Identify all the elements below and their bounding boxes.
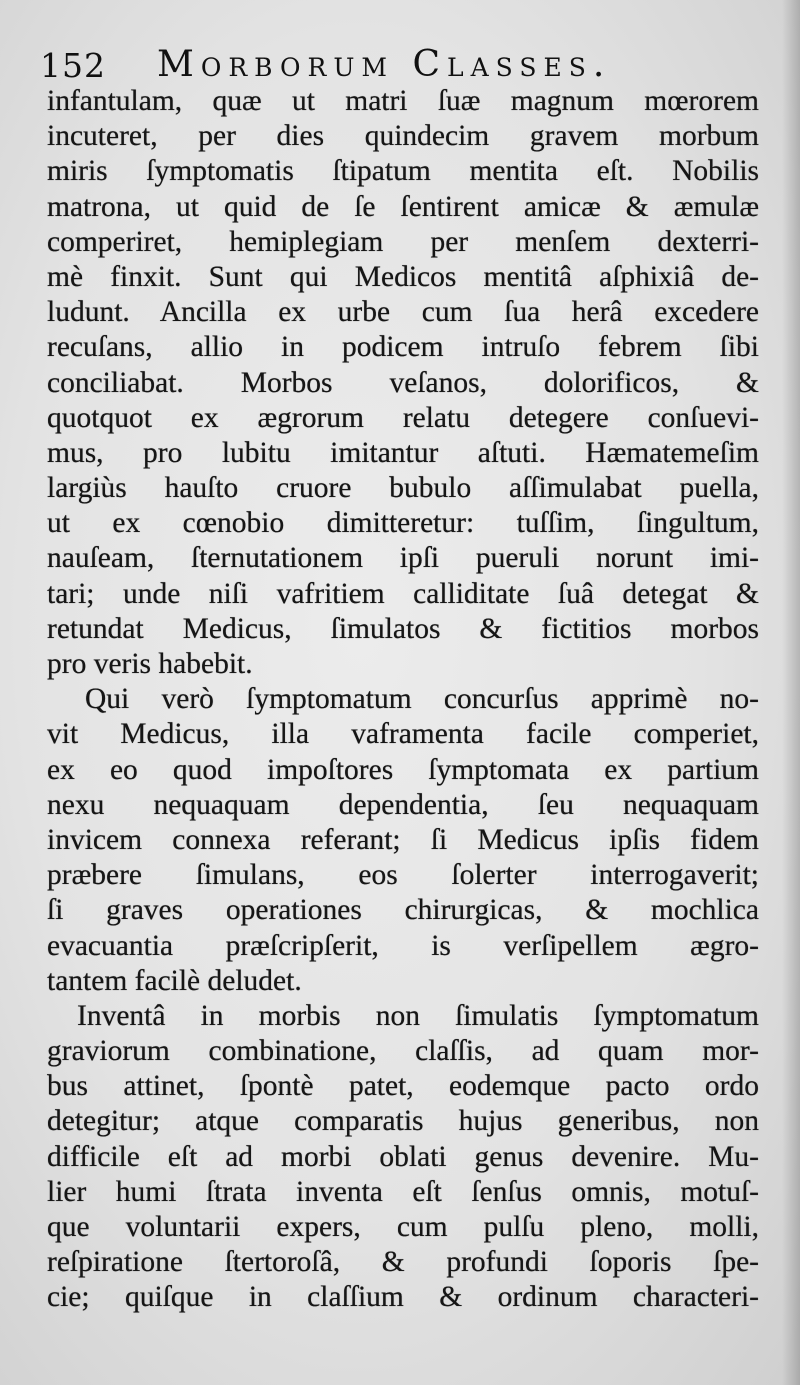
text-line: tantem facilè deludet. <box>47 964 302 997</box>
text-line: largiùs hauſto cruore bubulo aſſimulabat puella, <box>47 472 759 505</box>
text-line: conciliabat. Morbos veſanos, dolorificos, & <box>47 366 759 399</box>
paragraph-3 <box>47 999 759 1316</box>
text-line: Qui verò ſymptomatum concurſus apprimè no- <box>85 683 759 716</box>
text-line: lier humi ſtrata inventa eſt ſenſus omnis, motuſ- <box>47 1175 759 1208</box>
body-text <box>47 84 759 1316</box>
text-line: ex eo quod impoſtores ſymptomata ex partium <box>47 753 759 786</box>
text-line: ut ex cœnobio dimitteretur: tuſſim, ſingultum, <box>47 507 759 540</box>
running-title: Morborum Classes. <box>157 44 612 85</box>
text-line: matrona, ut quid de ſe ſentirent amicæ & æmulæ <box>47 190 759 223</box>
text-line: retundat Medicus, ſimulatos & fictitios morbos <box>47 612 759 645</box>
text-line: vit Medicus, illa vaframenta facile comperiet, <box>47 718 759 751</box>
text-line: quotquot ex ægrorum relatu detegere conſuevi- <box>47 401 759 434</box>
text-line: præbere ſimulans, eos ſolerter interrogaverit; <box>47 859 759 892</box>
text-line: bus attinet, ſpontè patet, eodemque pacto ordo <box>47 1070 759 1103</box>
text-line: infantulam, quæ ut matri ſuæ magnum mœrorem <box>47 85 759 117</box>
text-line: ludunt. Ancilla ex urbe cum ſua herâ excedere <box>47 296 759 329</box>
text-line: ſi graves operationes chirurgicas, & mochlica <box>47 894 759 927</box>
text-line: comperiret, hemiplegiam per menſem dexterri- <box>47 225 759 258</box>
paragraph-2 <box>47 682 759 999</box>
paragraph-1 <box>47 84 759 682</box>
text-line: evacuantia præſcripſerit, is verſipellem ægro- <box>47 929 759 962</box>
text-line: Inventâ in morbis non ſimulatis ſymptomatum <box>77 999 759 1032</box>
text-line: detegitur; atque comparatis hujus generibus, non <box>47 1105 759 1138</box>
text-line: miris ſymptomatis ſtipatum mentita eſt. Nobilis <box>47 155 759 188</box>
text-line: mus, pro lubitu imitantur aſtuti. Hæmatemeſim <box>47 436 759 469</box>
text-line: reſpiratione ſtertoroſâ, & profundi ſoporis ſpe- <box>47 1246 759 1279</box>
text-line: mè finxit. Sunt qui Medicos mentitâ aſphixiâ de- <box>47 260 759 293</box>
text-line: graviorum combinatione, claſſis, ad quam mor- <box>47 1035 759 1068</box>
text-line: difficile eſt ad morbi oblati genus devenire. Mu- <box>47 1140 759 1173</box>
text-line: recuſans, allio in podicem intruſo febrem ſibi <box>47 331 759 364</box>
page-number: 152 <box>40 46 106 85</box>
text-line: nauſeam, ſternutationem ipſi pueruli norunt imi- <box>47 542 759 575</box>
text-line: pro veris habebit. <box>47 648 253 680</box>
text-line: que voluntarii expers, cum pulſu pleno, molli, <box>47 1211 759 1243</box>
text-line: nexu nequaquam dependentia, ſeu nequaquam <box>47 788 759 821</box>
text-line: incuteret, per dies quindecim gravem morbum <box>47 120 759 153</box>
text-line: invicem connexa referant; ſi Medicus ipſis fidem <box>47 823 759 856</box>
text-line: cie; quiſque in claſſium & ordinum characteri- <box>47 1281 759 1314</box>
text-line: tari; unde niſi vafritiem calliditate ſuâ detegat & <box>47 577 759 610</box>
